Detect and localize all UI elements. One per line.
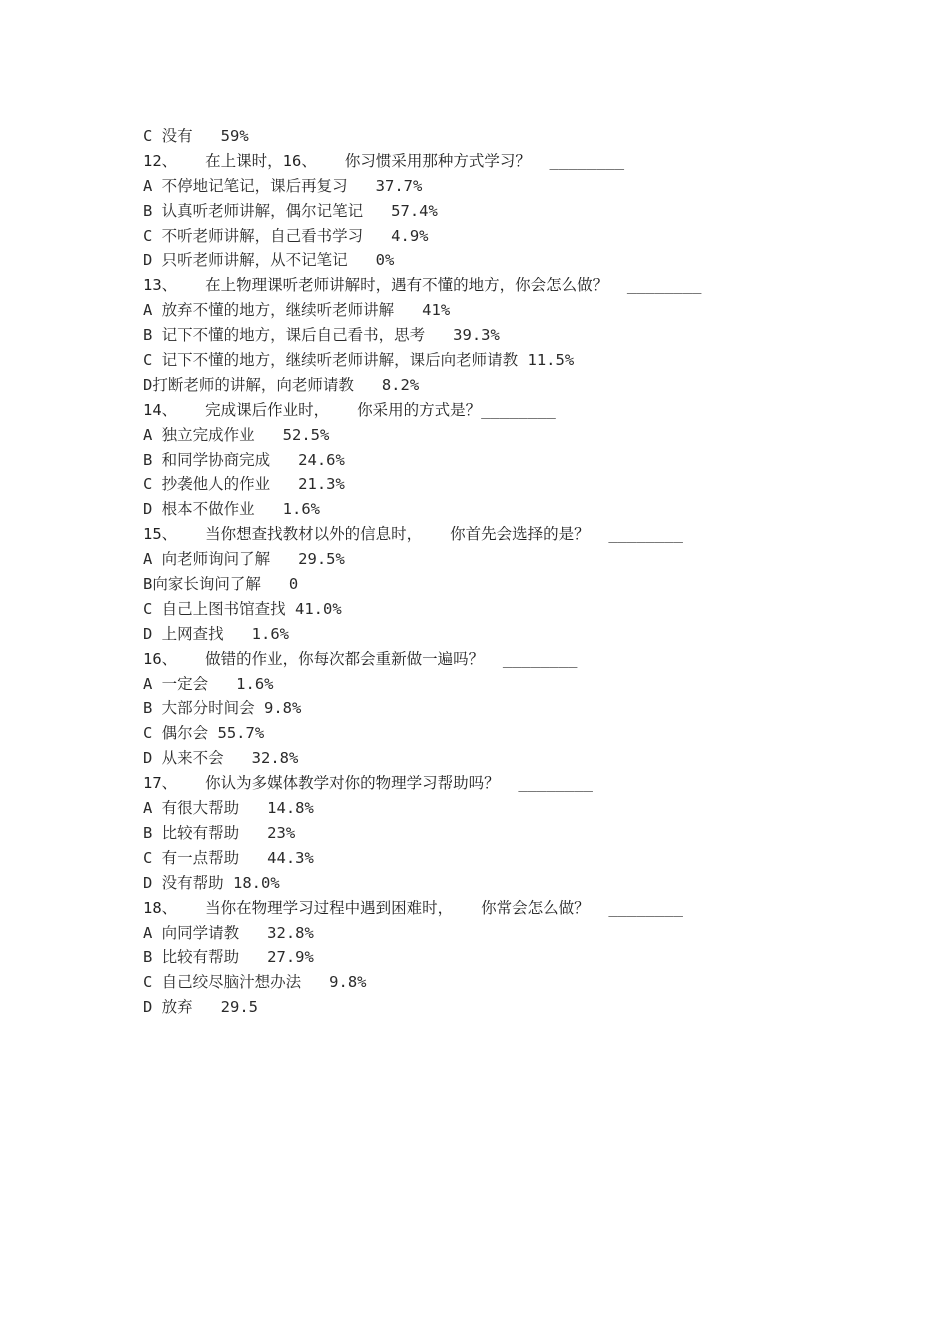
option-line: D 上网查找 1.6% xyxy=(143,624,289,643)
option-line: C 没有 59% xyxy=(143,127,249,145)
option-line: A 放弃不懂的地方，继续听老师讲解 41% xyxy=(143,301,451,320)
option-line: B 认真听老师讲解，偶尔记笔记 57.4% xyxy=(143,201,438,220)
question-line: 16、 做错的作业，你每次都会重新做一遍吗？ ________ xyxy=(143,649,578,668)
option-line: A 向老师询问了解 29.5% xyxy=(143,550,345,569)
question-line: 14、 完成课后作业时， 你采用的方式是？________ xyxy=(143,400,556,419)
option-line: B 比较有帮助 23% xyxy=(143,823,296,842)
option-line: A 向同学请教 32.8% xyxy=(143,923,314,942)
option-line: C 有一点帮助 44.3% xyxy=(143,848,314,867)
question-line: 13、 在上物理课听老师讲解时，遇有不懂的地方，你会怎么做？ ________ xyxy=(143,276,702,295)
option-line: D 只听老师讲解，从不记笔记 0% xyxy=(143,251,395,270)
option-line: C 抄袭他人的作业 21.3% xyxy=(143,475,345,494)
option-line: C 自己绞尽脑汁想办法 9.8% xyxy=(143,973,367,992)
option-line: D 没有帮助 18.0% xyxy=(143,873,280,892)
option-line: B 大部分时间会 9.8% xyxy=(143,699,302,718)
option-line: D 根本不做作业 1.6% xyxy=(143,500,320,519)
question-line: 17、 你认为多媒体教学对你的物理学习帮助吗？ ________ xyxy=(143,774,593,793)
question-line: 15、 当你想查找教材以外的信息时， 你首先会选择的是？ ________ xyxy=(143,525,683,544)
option-line: C 偶尔会 55.7% xyxy=(143,724,265,743)
option-line: B 比较有帮助 27.9% xyxy=(143,948,314,967)
option-line: D 从来不会 32.8% xyxy=(143,749,299,768)
option-line: D 放弃 29.5 xyxy=(143,998,258,1017)
option-line: B向家长询问了解 0 xyxy=(143,575,299,594)
question-line: 18、 当你在物理学习过程中遇到困难时， 你常会怎么做？ ________ xyxy=(143,898,683,917)
option-line: C 记下不懂的地方，继续听老师讲解，课后向老师请教 11.5% xyxy=(143,351,575,370)
option-line: C 自己上图书馆查找 41.0% xyxy=(143,599,342,618)
option-line: A 不停地记笔记，课后再复习 37.7% xyxy=(143,176,423,195)
option-line: A 一定会 1.6% xyxy=(143,674,274,693)
option-line: B 记下不懂的地方，课后自己看书，思考 39.3% xyxy=(143,326,500,345)
option-line: D打断老师的讲解，向老师请教 8.2% xyxy=(143,375,420,394)
option-line: C 不听老师讲解，自己看书学习 4.9% xyxy=(143,226,429,245)
option-line: A 独立完成作业 52.5% xyxy=(143,425,330,444)
question-line: 12、 在上课时，16、 你习惯采用那种方式学习？ ________ xyxy=(143,151,625,170)
document-page xyxy=(143,124,843,1020)
option-line: A 有很大帮助 14.8% xyxy=(143,799,314,818)
option-line: B 和同学协商完成 24.6% xyxy=(143,450,345,469)
